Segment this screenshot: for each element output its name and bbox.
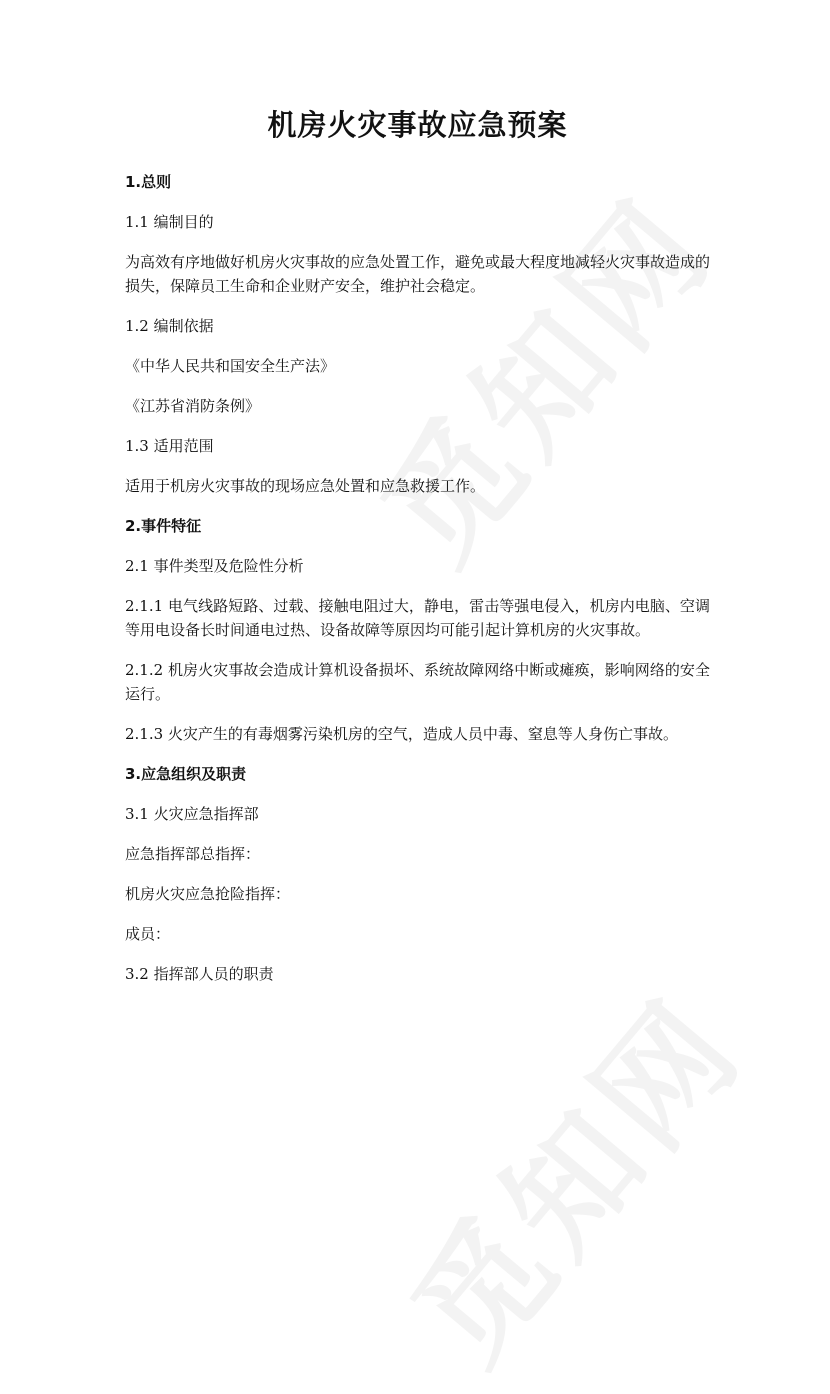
document-page — [125, 103, 710, 1002]
members-label: 成员： — [125, 925, 171, 943]
section-3-heading: 3.应急组织及职责 — [125, 765, 247, 783]
subsection-3-1: 3.1 火灾应急指挥部 — [125, 805, 259, 823]
paragraph-1-1: 为高效有序地做好机房火灾事故的应急处置工作，避免或最大程度地减轻火灾事故造成的损失，保障员工生命和企业财产安全，维护社会稳定。 — [125, 253, 711, 295]
document-title: 机房火灾事故应急预案 — [267, 108, 568, 142]
section-1-heading: 1.总则 — [125, 173, 172, 191]
paragraph-1-3: 适用于机房火灾事故的现场应急处置和应急救援工作。 — [125, 477, 486, 495]
subsection-1-1: 1.1 编制目的 — [125, 213, 214, 231]
section-2-heading: 2.事件特征 — [125, 517, 202, 535]
subsection-2-1: 2.1 事件类型及危险性分析 — [125, 557, 304, 575]
paragraph-2-1-3: 2.1.3 火灾产生的有毒烟雾污染机房的空气，造成人员中毒、窒息等人身伤亡事故。 — [125, 725, 678, 743]
watermark-bottom — [363, 953, 776, 1394]
subsection-1-2: 1.2 编制依据 — [125, 317, 214, 335]
rescue-commander-label: 机房火灾应急抢险指挥： — [125, 885, 291, 903]
subsection-1-3: 1.3 适用范围 — [125, 437, 214, 455]
basis-item-1: 《中华人民共和国安全生产法》 — [125, 357, 336, 375]
paragraph-2-1-1: 2.1.1 电气线路短路、过载、接触电阻过大，静电，雷击等强电侵入，机房内电脑、空调等用电设备长时间通电过热、设备故障等原因均可能引起计算机房的火灾事故。 — [125, 597, 710, 639]
basis-item-2: 《江苏省消防条例》 — [125, 397, 261, 415]
paragraph-2-1-2: 2.1.2 机房火灾事故会造成计算机设备损坏、系统故障网络中断或瘫痪，影响网络的安全运行。 — [125, 661, 710, 703]
subsection-3-2: 3.2 指挥部人员的职责 — [125, 965, 274, 983]
commander-label: 应急指挥部总指挥： — [125, 845, 261, 863]
